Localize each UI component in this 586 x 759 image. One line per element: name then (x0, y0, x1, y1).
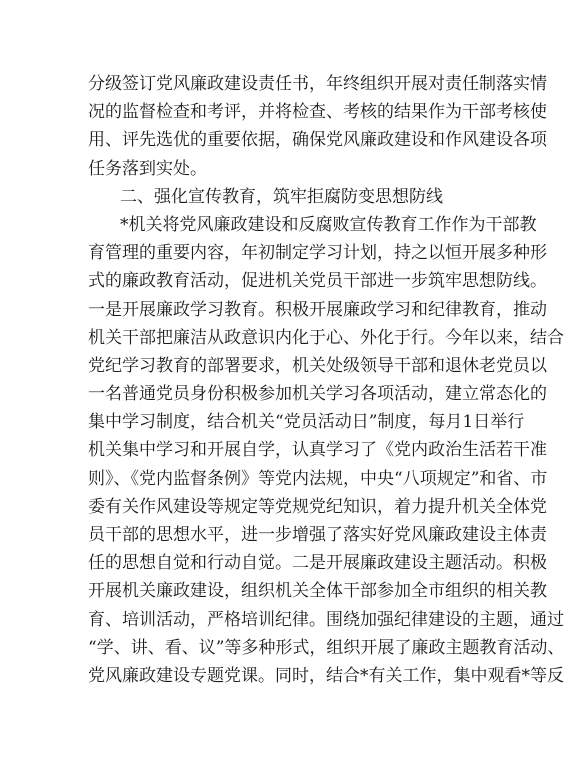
text-line: 式的廉政教育活动，促进机关党员干部进一步筑牢思想防线。 (88, 271, 547, 292)
document-body (88, 70, 565, 690)
text-line: 委有关作风建设等规定等党规党纪知识，着力提升机关全体党 (88, 496, 547, 517)
text-line: 任务落到实处。 (88, 158, 207, 179)
text-line: 育、培训活动，严格培训纪律。围绕加强纪律建设的主题，通过 (88, 609, 564, 630)
text-line: 用、评先选优的重要依据，确保党风廉政建设和作风建设各项 (88, 130, 547, 151)
text-line: 党纪学习教育的部署要求，机关处级领导干部和退休老党员以 (88, 355, 547, 376)
section-heading: 二、强化宣传教育，筑牢拒腐防变思想防线 (120, 186, 443, 207)
text-line: “学、讲、看、议”等多种形式，组织开展了廉政主题教育活动、 (88, 637, 565, 658)
text-line: 一名普通党员身份积极参加机关学习各项活动，建立常态化的 (88, 384, 547, 405)
text-line: 集中学习制度，结合机关“党员活动日”制度，每月1日举行 (88, 412, 525, 433)
text-line: 机关集中学习和开展自学，认真学习了《党内政治生活若干准 (88, 440, 547, 461)
text-line: 党风廉政建设专题党课。同时，结合*有关工作，集中观看*等反 (88, 665, 564, 686)
text-line: 开展机关廉政建设，组织机关全体干部参加全市组织的相关教 (88, 581, 547, 602)
text-line: *机关将党风廉政建设和反腐败宣传教育工作作为干部教 (120, 214, 537, 235)
text-line: 任的思想自觉和行动自觉。二是开展廉政建设主题活动。积极 (88, 553, 547, 574)
text-line: 员干部的思想水平，进一步增强了落实好党风廉政建设主体责 (88, 525, 547, 545)
text-line: 机关干部把廉洁从政意识内化于心、外化于行。今年以来，结合 (88, 327, 564, 348)
text-line: 则》、《党内监督条例》等党内法规，中央“八项规定”和省、市 (88, 468, 548, 489)
text-line: 况的监督检查和考评，并将检查、考核的结果作为干部考核使 (88, 102, 547, 123)
text-line: 分级签订党风廉政建设责任书，年终组织开展对责任制落实情 (88, 74, 547, 94)
text-line: 一是开展廉政学习教育。积极开展廉政学习和纪律教育，推动 (88, 299, 547, 320)
text-line: 育管理的重要内容，年初制定学习计划，持之以恒开展多种形 (88, 243, 547, 264)
paragraph-responsibility (88, 70, 547, 183)
paragraph-education (88, 211, 565, 690)
